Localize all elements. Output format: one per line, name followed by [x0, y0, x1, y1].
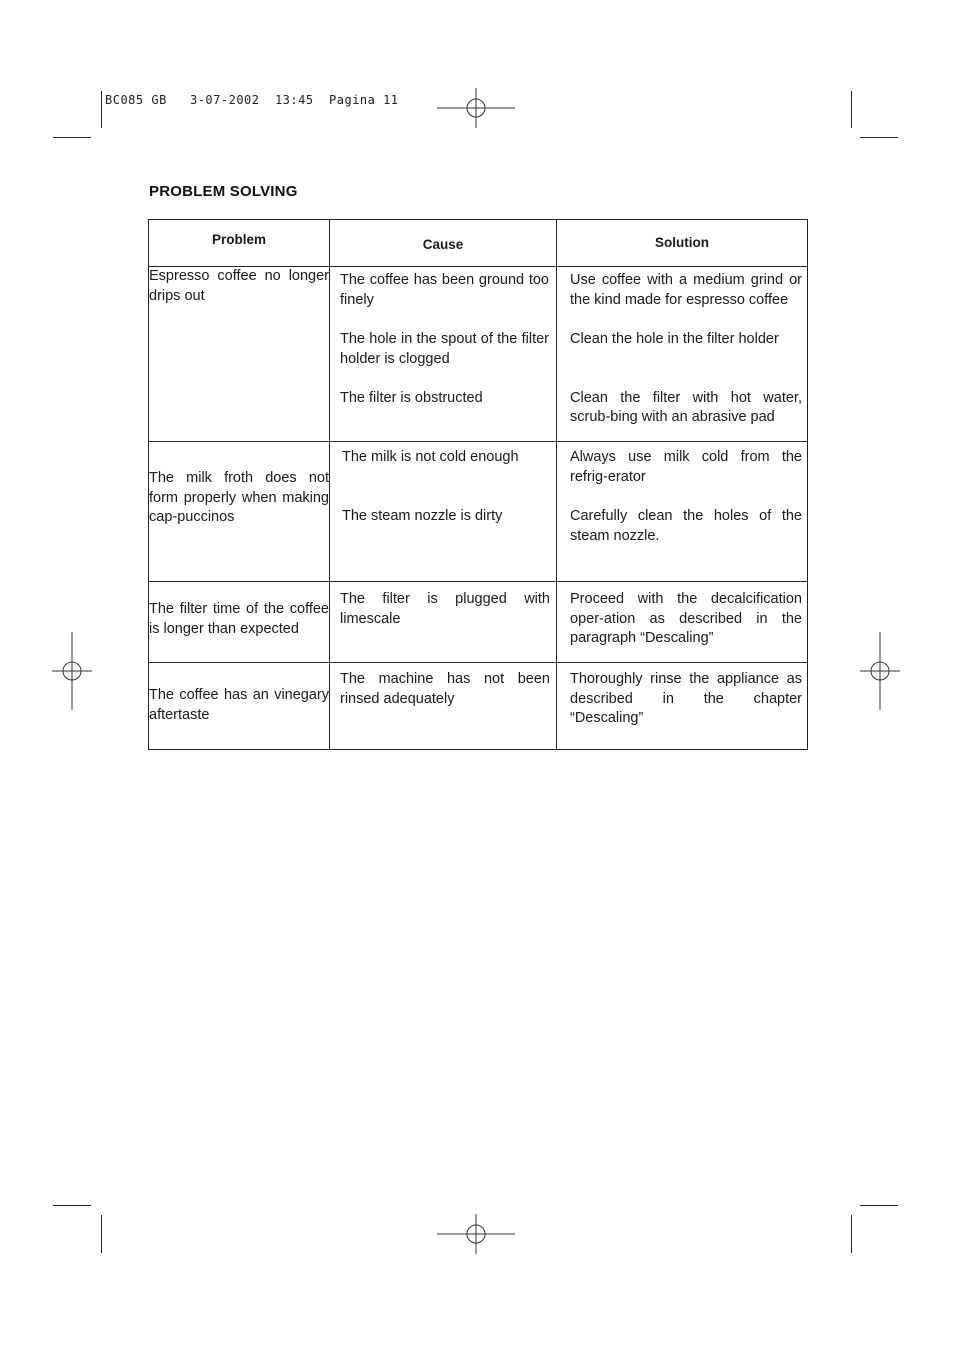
registration-mark-icon: [52, 632, 92, 710]
solution-cell: [557, 582, 808, 663]
crop-mark: [101, 91, 102, 128]
table-row: [149, 663, 808, 750]
solution-text: Clean the hole in the filter holder: [570, 331, 779, 347]
solution-text: Proceed with the decalcification oper-ation as described in the paragraph “Descaling”: [570, 591, 802, 646]
registration-mark-icon: [437, 1214, 515, 1254]
crop-mark: [851, 91, 852, 128]
solution-text: Always use milk cold from the refrig-erator: [570, 449, 802, 485]
cause-cell: [330, 582, 557, 663]
cause-text: The machine has not been rinsed adequately: [340, 671, 550, 707]
cause-text: The filter is plugged with limescale: [340, 591, 550, 627]
crop-mark: [860, 137, 898, 138]
section-title: PROBLEM SOLVING: [149, 183, 298, 200]
problem-cell: Espresso coffee no longer drips out: [149, 267, 330, 442]
table-header-row: [149, 220, 808, 267]
problem-solving-table: [148, 219, 808, 750]
problem-cell: The coffee has an vinegary aftertaste: [149, 663, 330, 750]
solution-text: Use coffee with a medium grind or the kind made for espresso coffee: [570, 272, 802, 308]
cause-text: The milk is not cold enough: [342, 449, 519, 465]
crop-mark: [53, 1205, 91, 1206]
registration-mark-icon: [437, 88, 515, 128]
solution-text: Thoroughly rinse the appliance as described in the chapter “Descaling”: [570, 671, 802, 726]
cause-cell: [330, 442, 557, 582]
solution-cell: [557, 442, 808, 582]
solution-cell: [557, 663, 808, 750]
cause-cell: [330, 663, 557, 750]
table-row: [149, 267, 808, 442]
cause-text: The steam nozzle is dirty: [342, 507, 503, 524]
header-cause: Cause: [330, 220, 557, 267]
solution-text: Carefully clean the holes of the steam nozzle.: [570, 508, 802, 544]
table-row: [149, 582, 808, 663]
problem-cell: The milk froth does not form properly when making cap-puccinos: [149, 442, 330, 582]
cause-text: The filter is obstructed: [340, 390, 483, 406]
registration-mark-icon: [860, 632, 900, 710]
problem-cell: The filter time of the coffee is longer than expected: [149, 582, 330, 663]
solution-cell: [557, 267, 808, 442]
header-problem: Problem: [149, 220, 330, 267]
crop-mark: [101, 1215, 102, 1253]
cause-text: The hole in the spout of the filter holder is clogged: [340, 331, 549, 367]
crop-mark: [860, 1205, 898, 1206]
header-solution: Solution: [557, 220, 808, 267]
cause-text: The coffee has been ground too finely: [340, 272, 549, 308]
cause-cell: [330, 267, 557, 442]
table-row: [149, 442, 808, 582]
solution-text: Clean the filter with hot water, scrub-bing with an abrasive pad: [570, 389, 802, 425]
print-slug: BC085 GB 3-07-2002 13:45 Pagina 11: [105, 93, 399, 107]
crop-mark: [851, 1215, 852, 1253]
crop-mark: [53, 137, 91, 138]
